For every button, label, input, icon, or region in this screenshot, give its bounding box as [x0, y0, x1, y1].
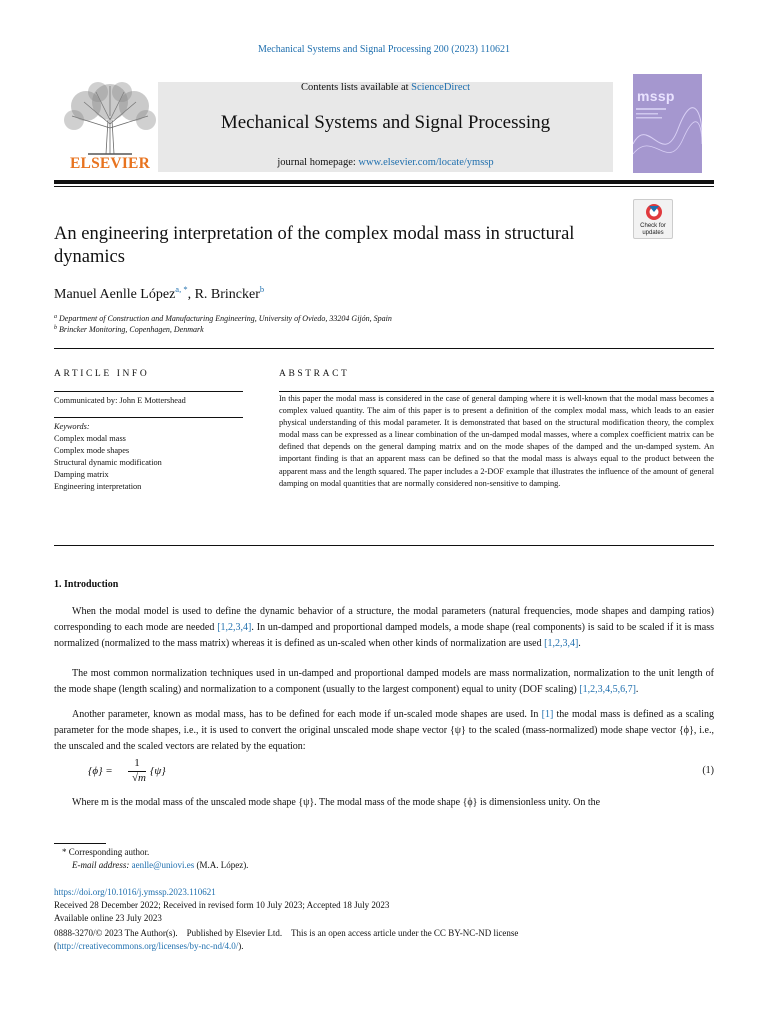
paragraph-text: .	[635, 683, 639, 695]
keywords-list	[54, 433, 162, 493]
doi-link[interactable]: https://doi.org/10.1016/j.ymssp.2023.110621	[54, 887, 216, 897]
sciencedirect-link[interactable]: ScienceDirect	[411, 82, 471, 93]
homepage-prefix: journal homepage:	[277, 157, 359, 168]
equation-numerator: 1	[134, 757, 140, 769]
affiliation-a	[54, 314, 392, 323]
available-online: Available online 23 July 2023	[54, 913, 162, 923]
paragraph-text: . In un-damped and proportional damped models, a mode shape (real components) is said to be scaled if it is mass normalized (normalized to the mass matrix) whereas it is defined as un-scaled when other kinds of normalization are used	[54, 621, 714, 649]
paragraph-text: the modal mass is defined as a scaling parameter for the mode shapes, i.e., it is used to convert the original unscaled mode shape vector {ψ} to the scaled (mass-normalized) mode shape vector {ϕ}, i.e., the unscaled and the scaled vectors are related by the equation:	[54, 709, 714, 752]
elsevier-tree-logo	[54, 80, 166, 156]
intro-paragraph-2	[54, 666, 714, 698]
paragraph-text: When the modal model is used to define the dynamic behavior of a structure, the modal parameters (natural frequencies, mode shapes and damping ratios) corresponding to each mode are needed	[54, 606, 714, 633]
contents-line	[158, 82, 613, 93]
author-affiliation-mark[interactable]: b	[259, 284, 265, 294]
cover-waves	[633, 74, 702, 173]
license-open-paren: (	[54, 941, 57, 951]
abstract-text: In this paper the modal mass is considered in the case of general damping where it is well-known that the modal mass becomes a complex valued quantity. The aim of this paper is to present a definition of the complex modal mass, which leads to an easier physical understanding of this modal parameter. It is demonstrated that based on the structural modification theory, the complex modal mass can be expressed as a linear combination of the un-damped modal masses, where a complex coefficient matrix can be defined that depends on the general damping matrix and on the mode shapes of the damped and the un-damped system. An important finding is that an apparent mass can be defined so that the modal mass is always equal to the product between the apparent mass and the length squared. The paper includes a 2-DOF example that illustrates the influence of the amount of general damping on modal quantities that are normally considered non-sensitive to damping.	[279, 394, 714, 488]
email-label: E-mail address:	[72, 860, 132, 870]
received-dates: Received 28 December 2022; Received in revised form 10 July 2023; Accepted 18 July 2023	[54, 900, 390, 910]
intro-paragraph-4: Where m is the modal mass of the unscaled mode shape {ψ}. The modal mass of the mode shape {ϕ} is dimensionless unity. On the	[72, 797, 601, 808]
license-line: 0888-3270/© 2023 The Author(s). Published by Elsevier Ltd. This is an open access article under the CC BY-NC-ND license	[54, 928, 519, 938]
license-close-paren: ).	[238, 941, 244, 951]
citation-link[interactable]: [1,2,3,4,5,6,7]	[579, 683, 636, 695]
paragraph-text: The most common normalization techniques used in un-damped and proportional damped models are mass normalization, normalization to the unit length of the mode shape (length scaling) and normalization to a component (usually to the largest component) equal to unity (DOF scaling)	[54, 668, 714, 695]
affiliation-mark: b	[54, 325, 57, 331]
affiliation-text: Brincker Monitoring, Copenhagen, Denmark	[59, 325, 204, 334]
elsevier-logo-text: ELSEVIER	[70, 155, 150, 172]
affiliation-text: Department of Construction and Manufacturing Engineering, University of Oviedo, 33204 Gijón, Spain	[59, 314, 392, 323]
keyword: Complex mode shapes	[54, 446, 130, 455]
communicated-by: Communicated by: John E Mottershead	[54, 396, 186, 405]
journal-reference[interactable]: Mechanical Systems and Signal Processing 200 (2023) 110621	[257, 44, 511, 55]
citation-link[interactable]: [1,2,3,4]	[217, 621, 252, 633]
keyword: Damping matrix	[54, 470, 109, 479]
abstract-heading: ABSTRACT	[279, 369, 350, 379]
journal-name: Mechanical Systems and Signal Processing	[220, 112, 551, 133]
keyword: Complex modal mass	[54, 434, 126, 443]
keyword: Engineering interpretation	[54, 482, 142, 491]
author-name: Manuel Aenlle López	[54, 287, 176, 302]
divider	[279, 391, 714, 392]
author-affiliation-mark[interactable]: a, *	[175, 284, 188, 294]
license-link-line	[54, 940, 244, 953]
divider	[54, 348, 714, 349]
paragraph-text: Another parameter, known as modal mass, has to be defined for each mode if un-scaled mode shapes are used. In	[72, 709, 542, 720]
affiliation-mark: a	[54, 314, 57, 320]
header-thin-rule	[54, 186, 714, 187]
article-info-heading: ARTICLE INFO	[54, 369, 150, 379]
divider	[54, 545, 714, 546]
author-name: R. Brincker	[194, 287, 260, 302]
contents-prefix: Contents lists available at	[300, 82, 412, 93]
paper-title: An engineering interpretation of the complex modal mass in structural dynamics	[54, 224, 575, 267]
divider	[54, 391, 243, 392]
equation-number: (1)	[702, 765, 714, 776]
intro-paragraph-1	[54, 604, 714, 651]
equation-rhs: {ψ}	[150, 765, 166, 777]
equation-denominator: √m	[132, 772, 146, 784]
citation-link[interactable]: [1]	[541, 709, 554, 720]
homepage-link[interactable]: www.elsevier.com/locate/ymssp	[358, 157, 494, 168]
author-separator: ,	[187, 287, 195, 302]
corresponding-author-note: * Corresponding author.	[62, 847, 150, 857]
cover-title: mssp	[637, 88, 675, 104]
keyword: Structural dynamic modification	[54, 458, 162, 467]
email-link[interactable]: aenlle@uniovi.es	[131, 860, 195, 870]
email-line	[72, 859, 248, 872]
header-thick-rule	[54, 180, 714, 184]
journal-cover-image	[633, 74, 702, 173]
divider	[54, 417, 243, 418]
author-list	[54, 284, 264, 303]
check-for-updates-label: Check for updates	[640, 223, 666, 236]
equation-lhs: {ϕ} =	[88, 765, 113, 777]
footnote-rule	[54, 843, 106, 844]
homepage-line	[158, 157, 613, 168]
license-link[interactable]: http://creativecommons.org/licenses/by-nc-nd/4.0/	[57, 941, 239, 951]
email-suffix: (M.A. López).	[194, 860, 249, 870]
intro-paragraph-3	[54, 707, 714, 754]
crossmark-icon	[634, 200, 674, 224]
citation-link[interactable]: [1,2,3,4]	[544, 637, 579, 649]
paragraph-text: .	[578, 637, 581, 649]
section-heading-introduction: 1. Introduction	[54, 579, 119, 590]
keywords-label: Keywords:	[54, 422, 90, 431]
affiliation-b	[54, 325, 204, 334]
